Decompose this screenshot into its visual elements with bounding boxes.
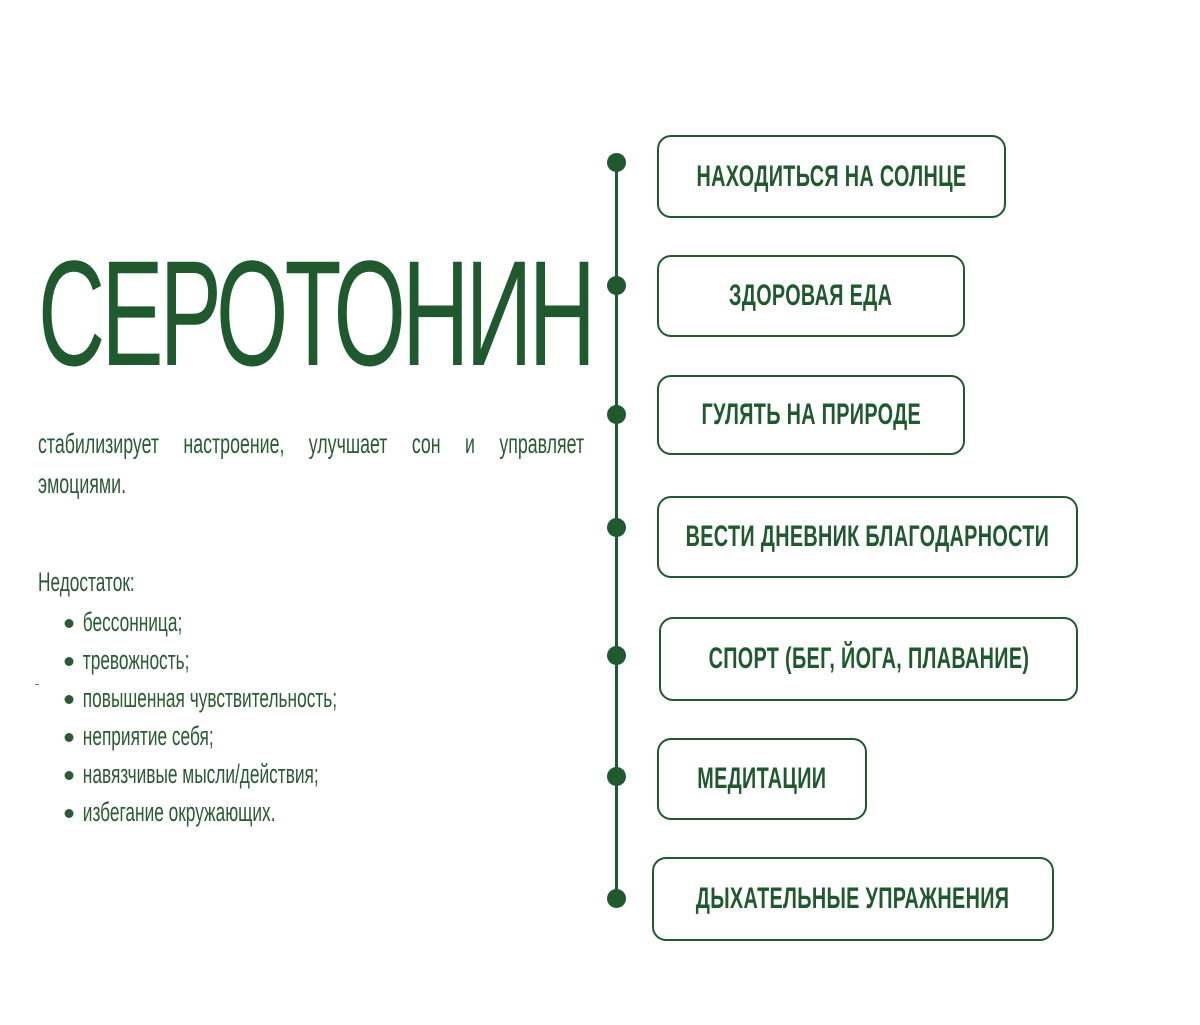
activity-card	[657, 135, 1006, 218]
list-item	[66, 679, 337, 717]
list-item	[66, 603, 337, 641]
timeline-node	[607, 646, 626, 665]
activity-label: ВЕСТИ ДНЕВНИК БЛАГОДАРНОСТИ	[685, 520, 1050, 553]
activity-label: ДЫХАТЕЛЬНЫЕ УПРАЖНЕНИЯ	[696, 882, 1010, 915]
bullet-icon	[65, 619, 74, 628]
activity-label: ЗДОРОВАЯ ЕДА	[729, 279, 893, 312]
timeline-node	[607, 405, 626, 424]
deficit-section	[38, 563, 337, 831]
activity-card	[657, 375, 965, 455]
activity-label: НАХОДИТЬСЯ НА СОЛНЦЕ	[696, 159, 967, 193]
description-text: стабилизирует настроение, улучшает сон и управляет эмоциями.	[38, 428, 585, 499]
bullet-icon	[65, 809, 74, 818]
list-item	[66, 793, 337, 831]
timeline-node	[607, 518, 626, 537]
activity-card	[652, 857, 1054, 941]
list-item	[66, 717, 337, 755]
list-item	[66, 641, 337, 679]
bullet-icon	[65, 771, 74, 780]
activity-card	[657, 496, 1078, 578]
list-item-text: повышенная чувствительность;	[82, 683, 338, 713]
stray-mark	[35, 684, 39, 685]
activity-card	[657, 255, 965, 337]
list-item-text: избегание окружающих.	[82, 797, 276, 827]
activity-label: ГУЛЯТЬ НА ПРИРОДЕ	[701, 398, 921, 431]
page-title: СЕРОТОНИН	[38, 229, 593, 397]
activity-card	[659, 617, 1078, 701]
bullet-icon	[65, 733, 74, 742]
activity-label: СПОРТ (БЕГ, ЙОГА, ПЛАВАНИЕ)	[708, 642, 1029, 675]
list-item-text: бессонница;	[82, 607, 183, 637]
list-item	[66, 755, 337, 793]
deficit-list	[38, 603, 337, 831]
timeline-node	[607, 276, 626, 295]
activity-card	[657, 738, 867, 820]
activity-label: МЕДИТАЦИИ	[697, 762, 827, 795]
bullet-icon	[65, 695, 74, 704]
deficit-heading: Недостаток:	[38, 567, 135, 597]
timeline-node	[607, 889, 626, 908]
list-item-text: неприятие себя;	[82, 721, 214, 751]
timeline-node	[607, 767, 626, 786]
bullet-icon	[65, 657, 74, 666]
timeline-node	[607, 153, 626, 172]
list-item-text: тревожность;	[82, 645, 190, 675]
list-item-text: навязчивые мысли/действия;	[82, 759, 319, 789]
